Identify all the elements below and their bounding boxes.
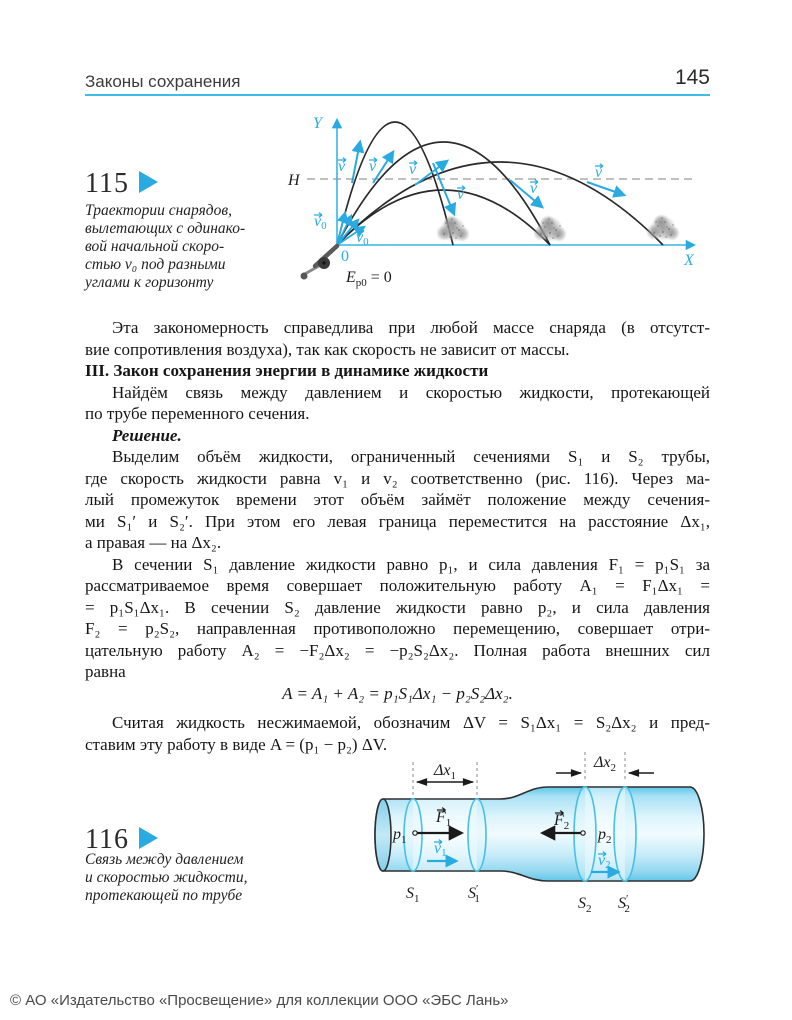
body-line: а правая — на Δx₂.: [85, 533, 222, 552]
caption-line: Связь между давлением: [85, 851, 244, 868]
body-line: = p₁S₁Δx₁. В сечении S₂ давление жидкости равно p₂, и сила давления: [85, 597, 710, 617]
v0-label: [314, 213, 327, 232]
s2-prime-label: S′ 2: [618, 893, 630, 915]
p1-label: $p_1$: [393, 826, 407, 846]
body-line: Выделим объём жидкости, ограниченный сечениями S₁ и S₂ трубы,: [112, 447, 710, 466]
dx2-measurement: [556, 752, 654, 781]
svg-text:F1: $F_1$: [436, 809, 452, 829]
explosion-cloud-icon: [646, 214, 680, 241]
svg-text:v: v: [338, 158, 346, 175]
svg-text:v1: v1: [434, 840, 447, 859]
cannon-icon: [301, 246, 338, 280]
svg-text:v0: v0: [314, 213, 327, 232]
trajectory-curve: [337, 162, 663, 245]
figure-116-number-text: 116: [85, 824, 129, 855]
body-line: равна: [85, 662, 126, 681]
pipe-left-opening: [375, 799, 391, 871]
v-label: [409, 161, 417, 178]
s2-label: $S_2$: [578, 895, 592, 915]
origin-label: 0: [341, 248, 349, 265]
dx1-label: $\Delta x_1$: [434, 762, 456, 782]
svg-text:v2: v2: [598, 852, 611, 871]
running-title: Законы сохранения: [85, 72, 241, 91]
x-axis-label: X: [684, 252, 694, 269]
body-line: Найдём связь между давлением и скоростью жидкости, протекающей: [112, 382, 710, 402]
figure-marker-triangle-icon: [139, 171, 158, 193]
body-line: по трубе переменного сечения.: [85, 404, 310, 423]
s1-prime-label: S′ 1: [468, 883, 480, 905]
v-label: [457, 186, 465, 203]
v0-label: [356, 229, 369, 248]
page-number: 145: [674, 66, 710, 89]
fig116-caption: [85, 851, 320, 905]
figure-115-number-text: 115: [85, 168, 129, 199]
pressure-point-2: [581, 831, 585, 835]
pipe-flow-diagram: [360, 748, 740, 918]
svg-text:F2: $F_2$: [554, 812, 570, 832]
body-line: III. Закон сохранения энергии в динамике жидкости: [85, 361, 489, 380]
v-label: [530, 180, 538, 197]
body-line: Считая жидкость несжимаемой, обозначим ΔV = S₁Δx₁ = S₂Δx₂ и пред-: [112, 713, 710, 732]
trajectory-curves: [337, 122, 663, 245]
trajectories-diagram: [280, 100, 720, 310]
caption-line: протекающей по трубе: [85, 887, 243, 904]
caption-line: вылетающих с одинако-: [85, 220, 246, 237]
svg-text:v: v: [457, 186, 465, 203]
section-s1-prime: [468, 799, 486, 871]
svg-text:v: v: [530, 180, 538, 197]
pressure-point-1: [413, 831, 417, 835]
height-label: H: [288, 172, 300, 189]
section-s1: [404, 799, 422, 871]
body-line: Эта закономерность справедлива при любой массе снаряда (в отсутст-: [112, 318, 710, 337]
v-label: [595, 164, 603, 181]
caption-line: вой начальной скоро-: [85, 238, 225, 255]
v-label: [338, 158, 346, 175]
caption-line: углами к горизонту: [85, 274, 214, 291]
equation-line: A = A₁ + A₂ = p₁S₁Δx₁ − p₂S₂Δx₂.: [282, 683, 513, 703]
caption-line: стью v₀ под разными: [85, 256, 226, 273]
header-rule: [85, 94, 710, 96]
dx2-label: $\Delta x_2$: [594, 754, 616, 774]
explosion-cloud-icon: [533, 215, 567, 242]
body-text: [85, 317, 710, 755]
svg-text:v0: v0: [356, 229, 369, 248]
potential-energy-label: $E_{p0} = 0$: [346, 269, 392, 289]
y-axis-label: Y: [313, 115, 322, 132]
svg-text:v: v: [595, 164, 603, 181]
trajectory-curve: [337, 122, 453, 245]
copyright-line: © АО «Издательство «Просвещение» для коллекции ООО «ЭБС Лань»: [10, 992, 509, 1009]
body-line: Решение.: [112, 425, 182, 445]
figure-marker-triangle-icon: [139, 827, 158, 849]
caption-line: Траектории снарядов,: [85, 202, 232, 219]
dx1-measurement: [413, 762, 477, 795]
body-line: лый промежуток времени этот объём займёт положение между сечения-: [85, 490, 710, 509]
body-line: рассматриваемое время совершает положительную работу A₁ = F₁Δx₁ =: [85, 576, 710, 595]
explosion-cloud-icon: [436, 215, 470, 242]
body-line: где скорость жидкости равна v₁ и v₂ соответственно (рис. 116). Через ма-: [85, 468, 710, 488]
body-line: ми S₁′ и S₂′. При этом его левая граница переместится на расстояние Δx₁,: [85, 511, 710, 531]
v-label: [369, 158, 377, 175]
body-line: В сечении S₁ давление жидкости равно p₁, и сила давления F₁ = p₁S₁ за: [112, 554, 710, 574]
svg-text:v: v: [409, 161, 417, 178]
body-line: цательную работу A₂ = −F₂Δx₂ = −p₂S₂Δx₂. Полная работа внешних сил: [85, 640, 710, 660]
body-line: вие сопротивления воздуха), так как скорость не зависит от массы.: [85, 339, 570, 359]
body-line: F₂ = p₂S₂, направленная противоположно перемещению, совершает отри-: [85, 619, 710, 638]
s1-label: $S_1$: [406, 885, 420, 905]
svg-text:v: v: [369, 158, 377, 175]
body-line: ставим эту работу в виде A = (p₁ − p₂) ΔV.: [85, 734, 388, 754]
figure-115-number: [85, 168, 158, 200]
p2-label: $p_2$: [598, 826, 612, 846]
section-s2-prime: [614, 787, 636, 881]
caption-line: и скоростью жидкости,: [85, 869, 248, 886]
